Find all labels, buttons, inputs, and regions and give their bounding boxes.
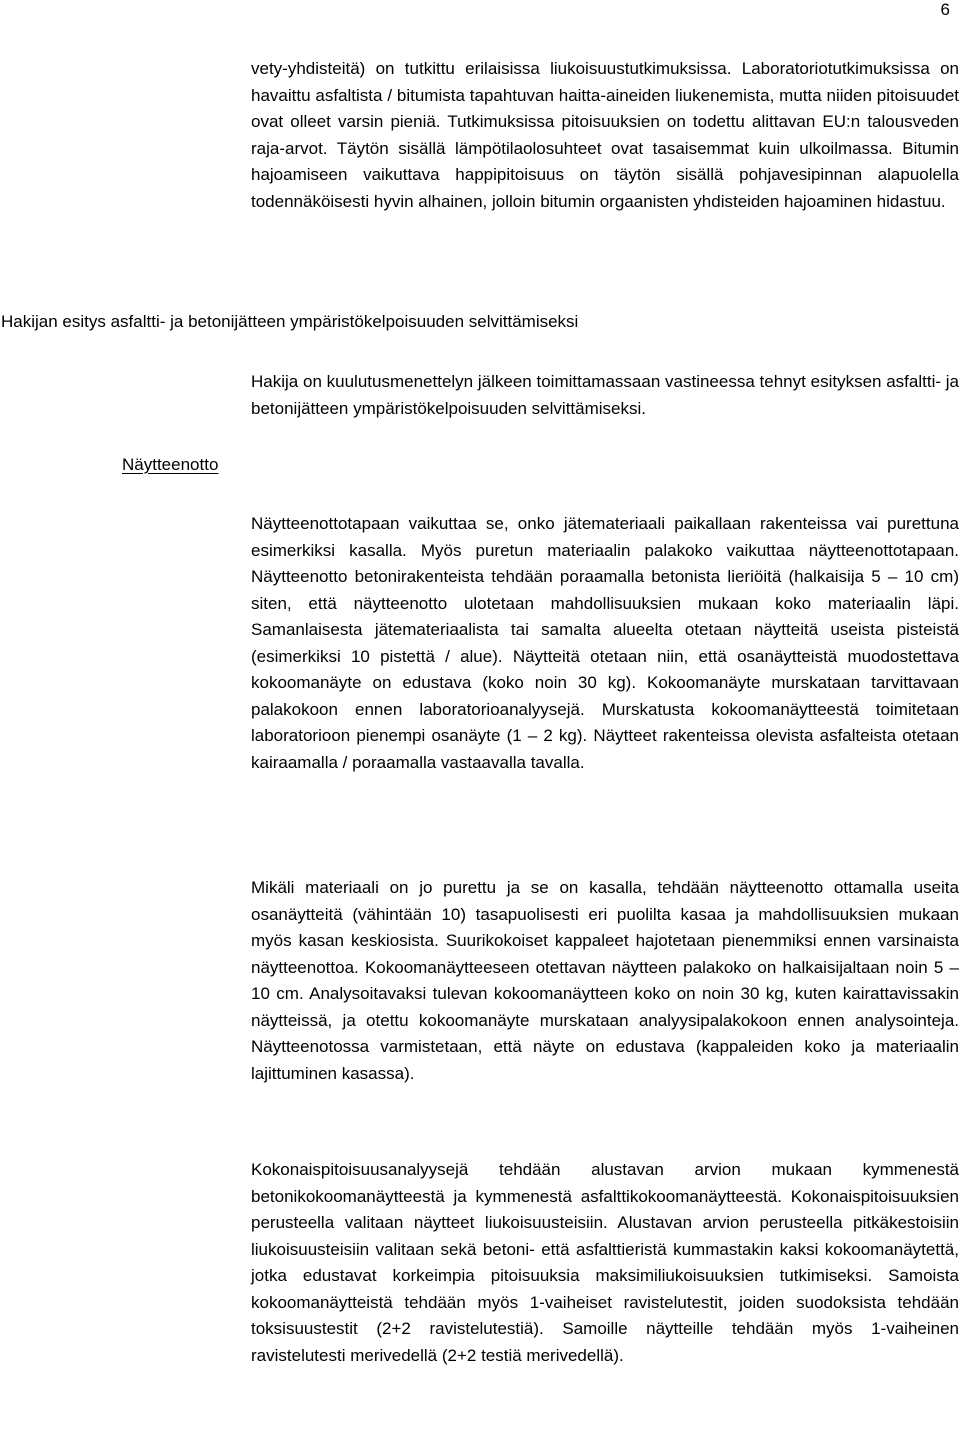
intro-paragraph: vety-yhdisteitä) on tutkittu erilaisissa liukoisuustutkimuksissa. Laboratoriotutkimuksissa on havaittu asfaltista / bitumista tapahtuvan haitta-aineiden liukenemista, mutta niiden pitoisuudet ovat olleet varsin pieniä. Tutkimuksissa pitoisuuksien on todettu alittavan EU:n talousveden raja-arvot. Täytön sisällä lämpötilaolosuhteet ovat tasaisemmat kuin ulkoilmassa. Bitumin hajoamiseen vaikuttava happipitoisuus on täytön sisällä pohjavesipinnan alapuolella todennäköisesti hyvin alhainen, jolloin bitumin orgaanisten yhdisteiden hajoaminen hidastuu. xyxy=(251,59,959,211)
sampling-paragraph-3: Kokonaispitoisuusanalyysejä tehdään alustavan arvion mukaan kymmenestä betonikokoomanäytteestä ja kymmenestä asfalttikokoomanäytteestä. Kokonaispitoisuuksien perusteella valitaan näytteet liukoisuusteisiin. Alustavan arvion perusteella pitkäkestoisiin liukoisuusteisiin valitaan sekä betoni- että asfalttieristä kummastakin kaksi kokoomanäytettä, jotka edustavat korkeimpia pitoisuuksia maksimiliukoisuuksien tutkimiseksi. Samoista kokoomanäytteistä tehdään myös 1-vaiheiset ravistelutestit, joiden suodoksista tehdään toksisuustestit (2+2 ravistelutestiä). Samoille näytteille tehdään myös 1-vaiheinen ravistelutesti merivedellä (2+2 testiä merivedellä). xyxy=(251,1160,959,1365)
section-heading: Hakijan esitys asfaltti- ja betonijätteen ympäristökelpoisuuden selvittämiseksi xyxy=(1,312,579,331)
sampling-paragraph-1: Näytteenottotapaan vaikuttaa se, onko jätemateriaali paikallaan rakenteissa vai purettuna esimerkiksi kasalla. Myös puretun materiaalin palakoko vaikuttaa näytteenottotapaan. Näytteenotto betonirakenteista tehdään poraamalla betonista lieriöitä (halkaisija 5 – 10 cm) siten, että näytteenotto ulotetaan mahdollisuuksien mukaan koko materiaalin läpi. Samanlaisesta jätemateriaalista tai samalta alueelta otetaan näytteitä useista pisteistä (esimerkiksi 10 pistettä / alue). Näytteitä otetaan niin, että osanäytteistä muodostettava kokoomanäyte on edustava (koko noin 30 kg). Kokoomanäyte murskataan tarvittavaan palakokoon ennen laboratorioanalyysejä. Murskatusta kokoomanäytteestä toimitetaan laboratorioon pienempi osanäyte (1 – 2 kg). Näytteet rakenteissa olevista asfalteista otetaan kairaamalla / poraamalla vastaavalla tavalla. xyxy=(251,514,959,772)
sampling-paragraph-2: Mikäli materiaali on jo purettu ja se on kasalla, tehdään näytteenotto ottamalla useita osanäytteitä (vähintään 10) tasapuolisesti eri puolilta kasaa ja mahdollisuuksien mukaan myös kasan keskiosista. Suurikokoiset kappaleet hajotetaan pienemmiksi ennen varsinaista näytteenottoa. Kokoomanäytteeseen otettavan näytteen palakoko on halkaisijaltaan noin 5 – 10 cm. Analysoitavaksi tulevan kokoomanäytteen koko on noin 30 kg, kuten kairattavissakin näytteissä, ja otettu kokoomanäyte murskataan analyysipalakokoon ennen analysointeja. Näytteenotossa varmistetaan, että näyte on edustava (kappaleiden koko ja materiaalin lajittuminen kasassa). xyxy=(251,878,959,1083)
subsection-heading: Näytteenotto xyxy=(122,455,219,474)
page-number: 6 xyxy=(940,0,950,19)
section-intro-paragraph: Hakija on kuulutusmenettelyn jälkeen toimittamassaan vastineessa tehnyt esityksen asfaltti- ja betonijätteen ympäristökelpoisuuden selvittämiseksi. xyxy=(251,372,959,418)
